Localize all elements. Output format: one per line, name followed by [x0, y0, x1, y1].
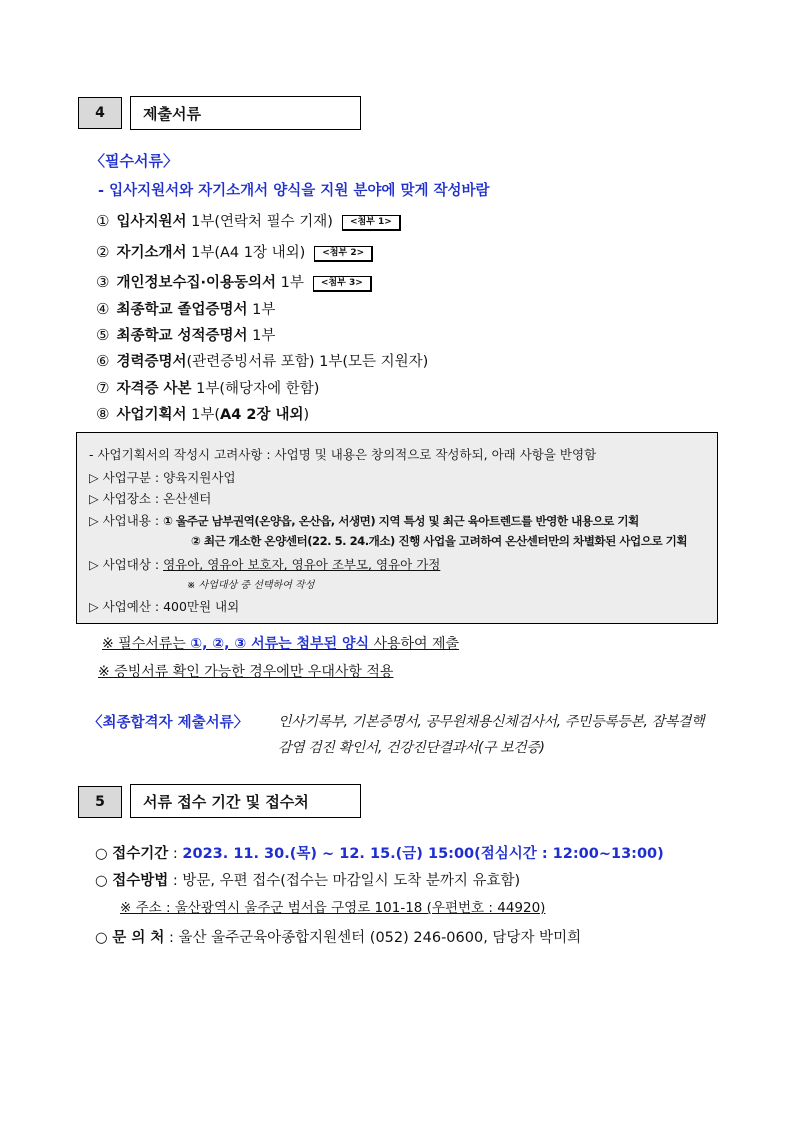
item-detail: 1부(연락처 필수 기재) [186, 214, 333, 230]
address-note: ※ 주소 : 울산광역시 울주군 범서읍 구영로 101-18 (우편번호 : 44920) [120, 900, 546, 916]
triangle-marker-icon: ▷ [89, 557, 99, 572]
plan-content-2: ② 최근 개소한 온양센터(22. 5. 24.개소) 진행 사업을 고려하여 온산센터만의 차별화된 사업으로 기획 [191, 534, 688, 548]
item-number: ⑤ [96, 326, 110, 344]
triangle-marker-icon: ▷ [89, 513, 99, 528]
plan-content-1: ① 울주군 남부권역(온양읍, 온산읍, 서생면) 지역 특성 및 최근 육아트렌드를 반영한 내용으로 기획 [163, 514, 639, 528]
item-detail: 1부(A4 1장 내외) [186, 245, 306, 261]
plan-budget-value: 400만원 내외 [163, 599, 240, 614]
item-name: 개인정보수집·이용동의서 [116, 275, 277, 291]
required-heading: 〈필수서류〉 [90, 152, 178, 170]
final-docs-line1: 인사기록부, 기본증명서, 공무원채용신체검사서, 주민등록등본, 잠복결핵 [278, 714, 705, 730]
item-number: ④ [96, 300, 110, 318]
note-required-forms [102, 633, 459, 653]
period-row [95, 842, 664, 863]
item-name: 입사지원서 [116, 214, 187, 230]
plan-place-row [89, 489, 211, 507]
plan-target-value: 영유아, 영유아 보호자, 영유아 조부모, 영유아 가정 [163, 557, 441, 572]
item-number: ⑧ [96, 405, 110, 423]
plan-type-row [89, 468, 236, 486]
attachment-tag: <첨부 2> [314, 246, 373, 262]
plan-target-label: 사업대상 : [102, 557, 164, 572]
list-item [96, 271, 372, 292]
method-row [95, 869, 520, 890]
item-number: ③ [96, 273, 110, 291]
attachment-tag: <첨부 1> [342, 215, 401, 231]
period-value: 2023. 11. 30.(목) ~ 12. 15.(금) 15:00(점심시간 : 12:00~13:00) [182, 846, 664, 862]
section-5-title: 서류 접수 기간 및 접수처 [130, 784, 361, 818]
item-number: ⑦ [96, 379, 110, 397]
item-detail: (관련증빙서류 포함) 1부(모든 지원자) [186, 354, 429, 370]
note-prefix: ※ 필수서류는 [102, 636, 191, 652]
plan-content-label: 사업내용 : [102, 513, 164, 528]
section-4-title: 제출서류 [130, 96, 361, 130]
plan-budget-row [89, 597, 239, 615]
section-5-number: 5 [78, 786, 122, 818]
final-docs-line2: 감염 검진 확인서, 건강진단결과서(구 보건증) [278, 740, 545, 756]
item-detail: 1부 [276, 275, 304, 291]
item-number: ① [96, 212, 110, 230]
triangle-marker-icon: ▷ [89, 599, 99, 614]
item-name: 경력증명서 [116, 354, 187, 370]
note-suffix: 사용하여 제출 [369, 636, 460, 652]
method-label: 접수방법 [112, 873, 169, 889]
list-item [96, 210, 401, 231]
note-evidence: ※ 증빙서류 확인 가능한 경우에만 우대사항 적용 [98, 664, 394, 680]
section-4-number: 4 [78, 97, 122, 129]
business-plan-box [76, 432, 718, 624]
item-name: 최종학교 성적증명서 [116, 328, 248, 344]
contact-label: 문 의 처 [112, 930, 165, 946]
item-detail-bold: A4 2장 내외 [220, 407, 304, 423]
plan-place-label: 사업장소 : [102, 491, 164, 506]
list-item [96, 298, 275, 319]
item-name: 자격증 사본 [116, 381, 192, 397]
plan-content-row [89, 511, 639, 529]
item-detail: 1부( [186, 407, 220, 423]
list-item [96, 324, 275, 345]
note-bold: ①, ②, ③ 서류는 첨부된 양식 [190, 636, 370, 652]
item-detail: 1부 [247, 302, 276, 318]
list-item [96, 241, 373, 262]
item-name: 자기소개서 [116, 245, 187, 261]
list-item [96, 403, 309, 424]
period-sep: : [168, 846, 183, 862]
final-docs-heading: 〈최종합격자 제출서류〉 [88, 715, 249, 731]
period-label: 접수기간 [112, 846, 169, 862]
plan-target-row [89, 555, 440, 573]
item-number: ② [96, 243, 110, 261]
list-item [96, 377, 319, 398]
circle-bullet-icon: ○ [95, 873, 108, 889]
plan-target-note: ※ 사업대상 중 선택하여 작성 [187, 580, 315, 591]
contact-value: : 울산 울주군육아종합지원센터 (052) 246-0600, 담당자 박미희 [164, 930, 582, 946]
method-value: : 방문, 우편 접수(접수는 마감일시 도착 분까지 유효함) [168, 873, 521, 889]
contact-row [95, 926, 581, 947]
circle-bullet-icon: ○ [95, 930, 108, 946]
item-name: 최종학교 졸업증명서 [116, 302, 248, 318]
plan-place-value: 온산센터 [163, 491, 212, 506]
circle-bullet-icon: ○ [95, 846, 108, 862]
attachment-tag: <첨부 3> [313, 276, 372, 292]
item-detail: 1부 [247, 328, 276, 344]
plan-intro: - 사업기획서의 작성시 고려사항 : 사업명 및 내용은 창의적으로 작성하되, 아래 사항을 반영함 [89, 447, 597, 462]
item-name: 사업기획서 [116, 407, 187, 423]
triangle-marker-icon: ▷ [89, 491, 99, 506]
list-item [96, 350, 428, 371]
plan-budget-label: 사업예산 : [102, 599, 164, 614]
plan-type-value: 양육지원사업 [163, 470, 236, 485]
triangle-marker-icon: ▷ [89, 470, 99, 485]
item-detail-end: ) [303, 407, 310, 423]
item-detail: 1부(해당자에 한함) [191, 381, 320, 397]
item-number: ⑥ [96, 352, 110, 370]
plan-type-label: 사업구분 : [102, 470, 164, 485]
required-note: - 입사지원서와 자기소개서 양식을 지원 분야에 맞게 작성바람 [98, 183, 490, 199]
